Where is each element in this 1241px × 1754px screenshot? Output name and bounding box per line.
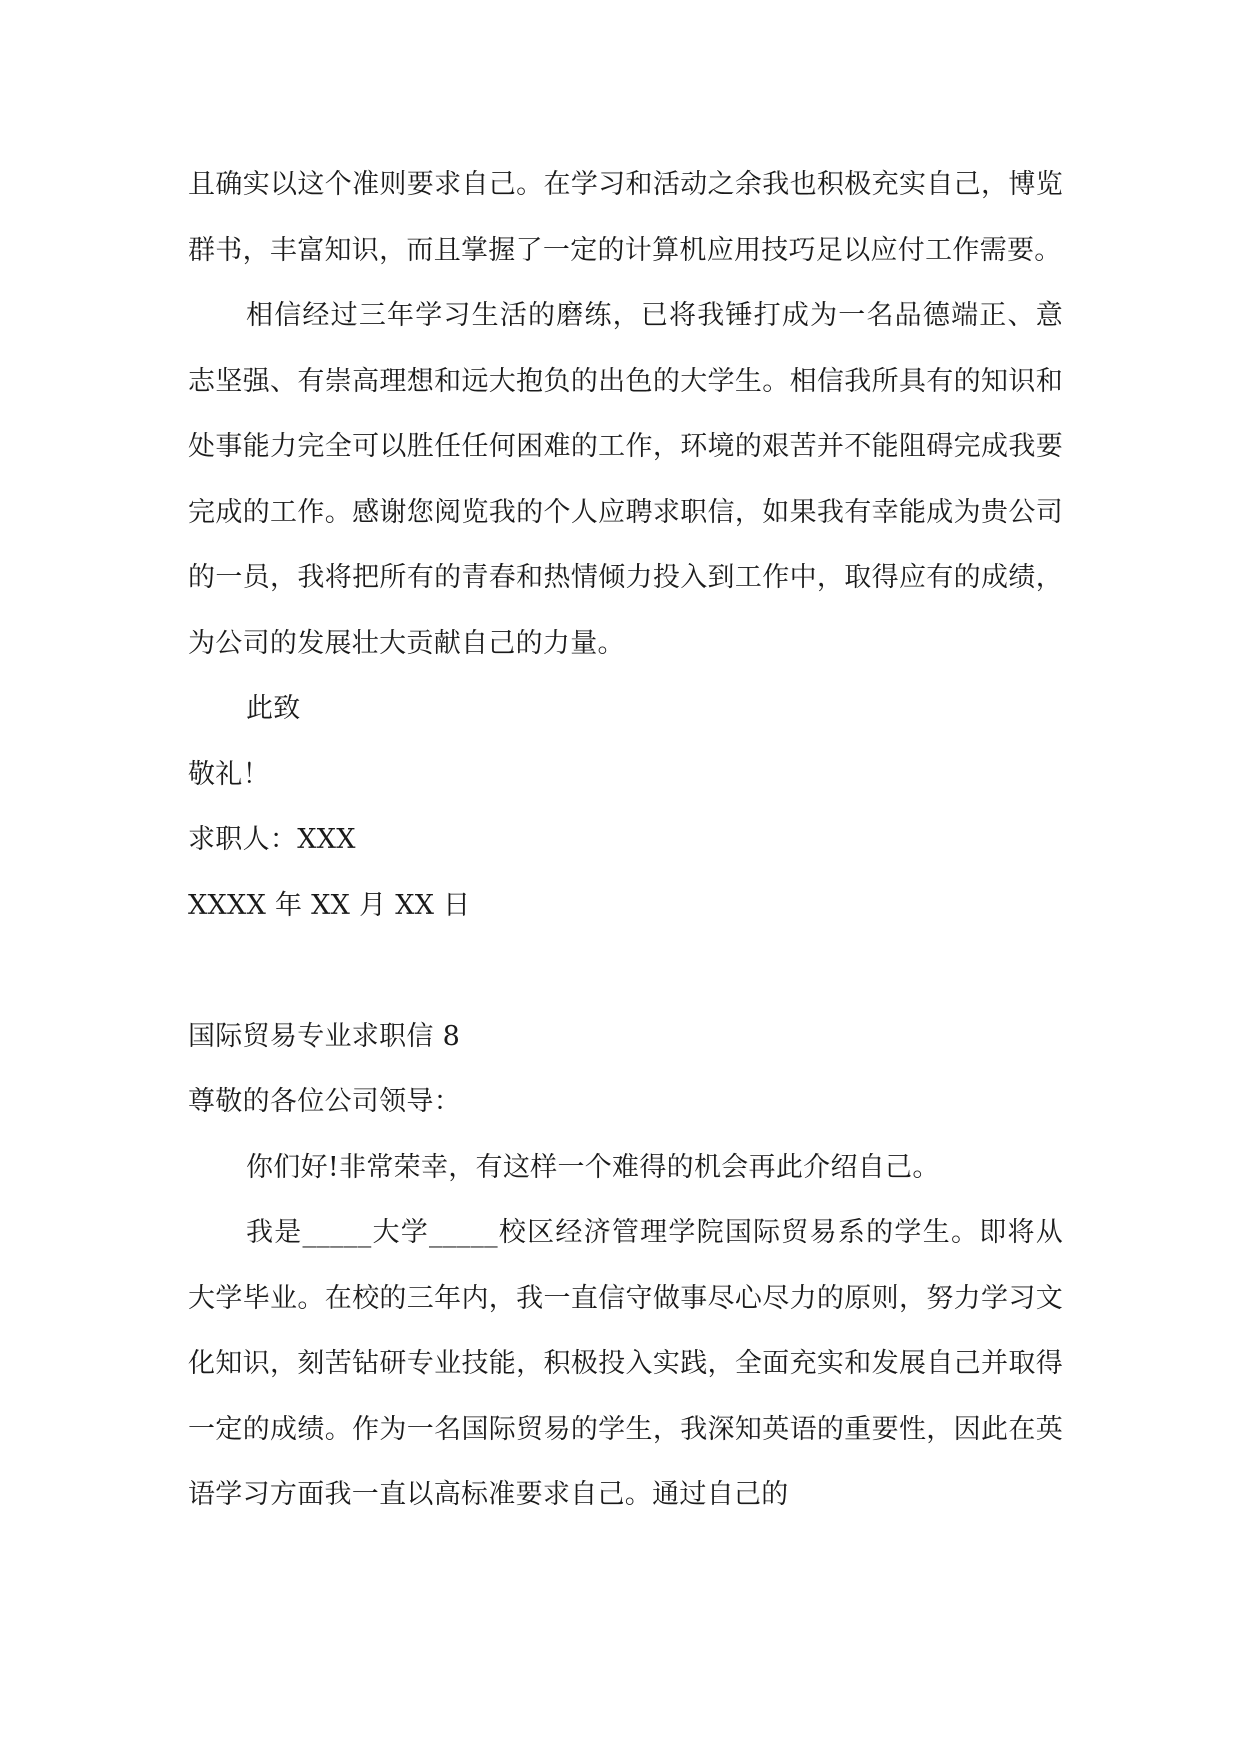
letter-b-paragraph-1: 你们好!非常荣幸，有这样一个难得的机会再此介绍自己。 bbox=[246, 1151, 940, 1183]
letter-a-closing-1: 此致 bbox=[246, 693, 301, 724]
document-body bbox=[188, 152, 1063, 1528]
letter-a-date: XXXX 年 XX 月 XX 日 bbox=[188, 889, 471, 921]
letter-b-paragraph-2: 我是_____大学_____校区经济管理学院国际贸易系的学生。即将从大学毕业。在校的三年内，我一直信守做事尽心尽力的原则，努力学习文化知识，刻苦钻研专业技能，积极投入实践，全面充实和发展自己并取得一定的成绩。作为一名国际贸易的学生，我深知英语的重要性，因此在英语学习方面我一直以高标准要求自己。通过自己的 bbox=[188, 1217, 1063, 1510]
section-spacer bbox=[188, 938, 1063, 1004]
letter-b-salutation: 尊敬的各位公司领导： bbox=[188, 1086, 461, 1117]
letter-a-closing-2: 敬礼！ bbox=[188, 758, 270, 790]
letter-a-paragraph-2: 相信经过三年学习生活的磨练，已将我锤打成为一名品德端正、意志坚强、有崇高理想和远大抱负的出色的大学生。相信我所具有的知识和处事能力完全可以胜任任何困难的工作，环境的艰苦并不能阻碍完成我要完成的工作。感谢您阅览我的个人应聘求职信，如果我有幸能成为贵公司的一员，我将把所有的青春和热情倾力投入到工作中，取得应有的成绩，为公司的发展壮大贡献自己的力量。 bbox=[188, 300, 1063, 659]
letter-a-signature: 求职人：XXX bbox=[188, 824, 356, 855]
letter-a-paragraph-1: 且确实以这个准则要求自己。在学习和活动之余我也积极充实自己，博览群书，丰富知识，而且掌握了一定的计算机应用技巧足以应付工作需要。 bbox=[188, 169, 1063, 266]
letter-b-title: 国际贸易专业求职信 8 bbox=[188, 1020, 461, 1052]
